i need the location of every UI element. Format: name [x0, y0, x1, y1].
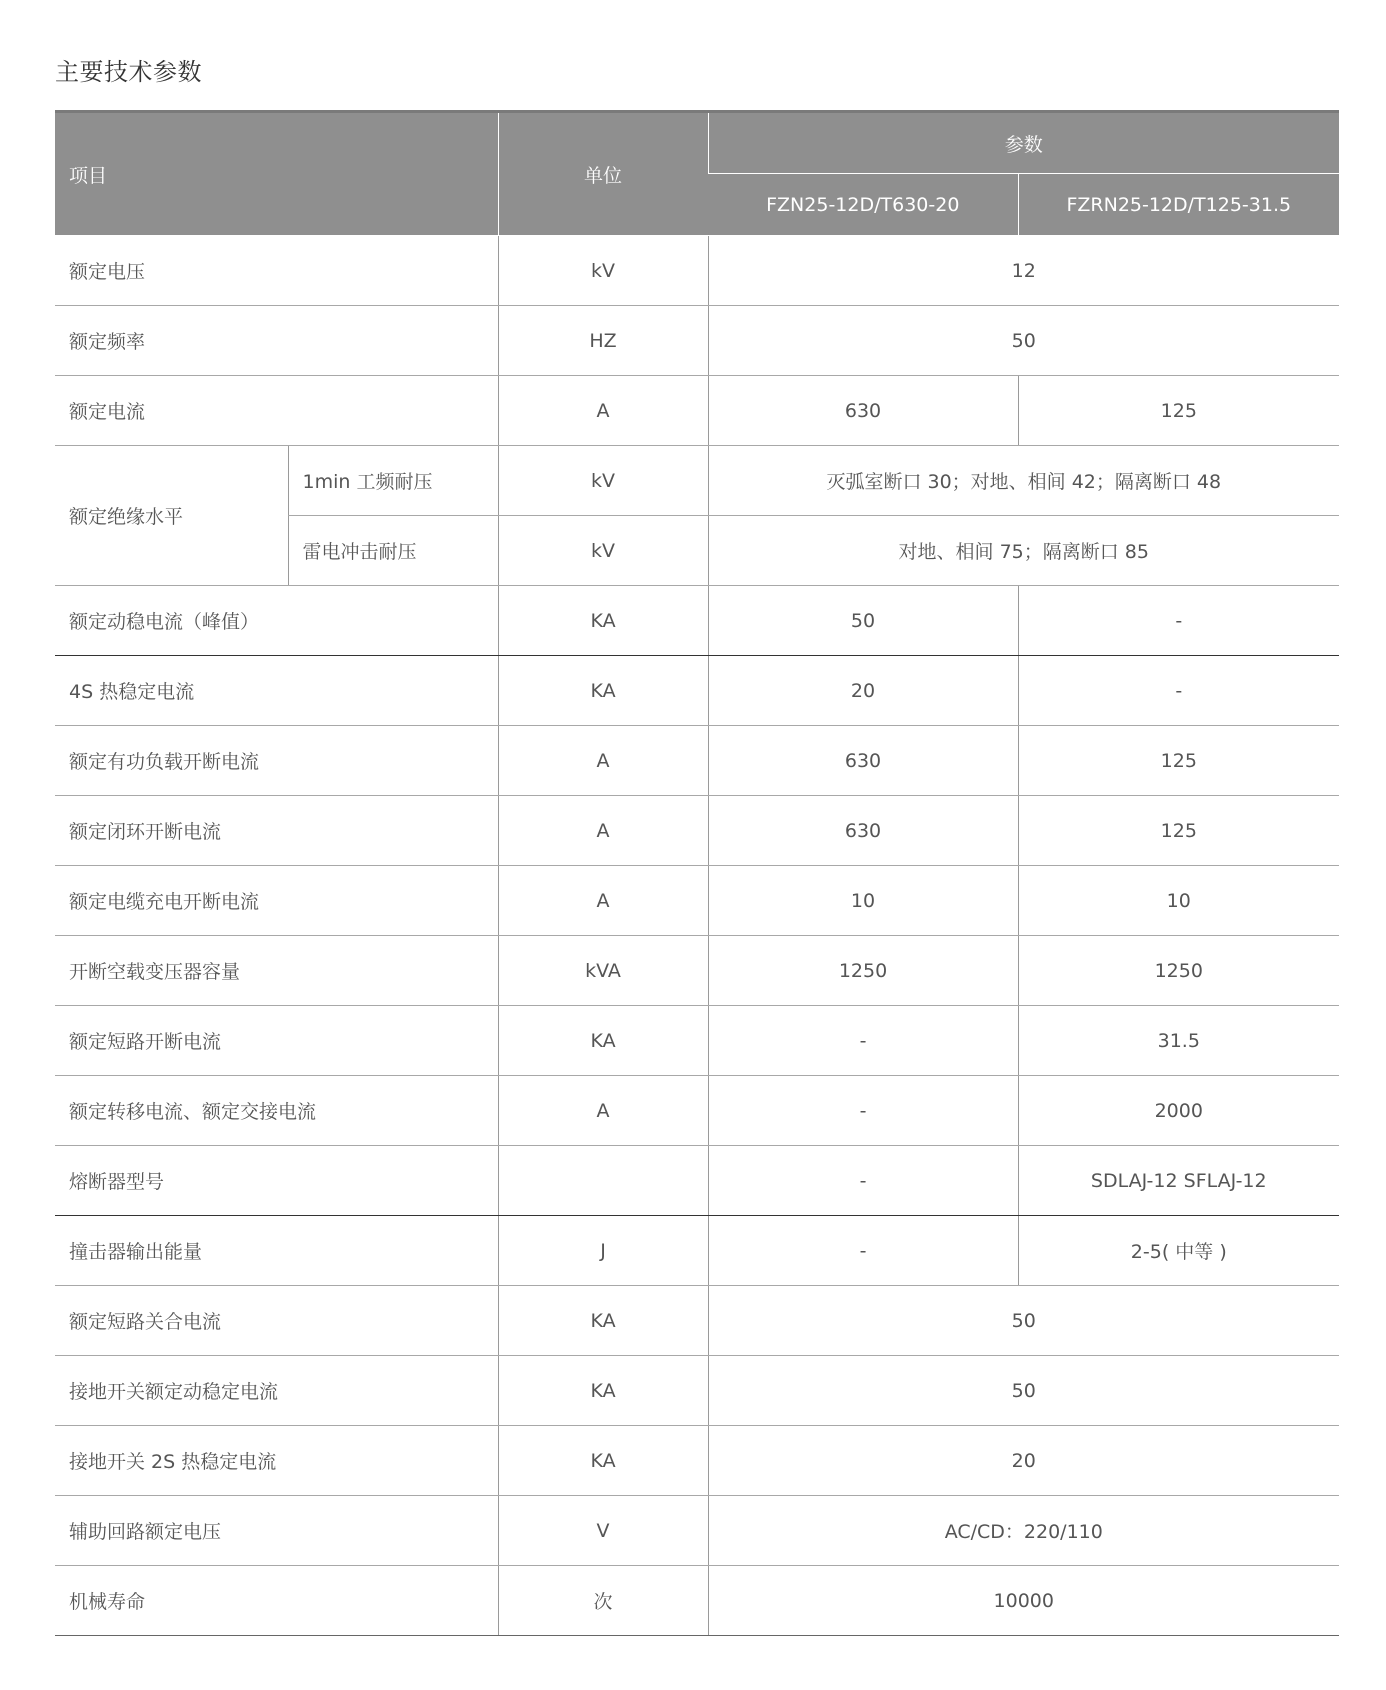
row-name: 额定短路开断电流 — [55, 1006, 498, 1076]
row-value-model-2: 125 — [1018, 376, 1339, 446]
row-name: 辅助回路额定电压 — [55, 1496, 498, 1566]
row-name: 额定闭环开断电流 — [55, 796, 498, 866]
row-value: 20 — [708, 1426, 1339, 1496]
row-value-model-2: 2000 — [1018, 1076, 1339, 1146]
row-value-model-1: - — [708, 1216, 1018, 1286]
row-value-model-1: 630 — [708, 796, 1018, 866]
row-value: 50 — [708, 1286, 1339, 1356]
page-title: 主要技术参数 — [55, 58, 202, 86]
row-value-model-2: 2-5( 中等 ) — [1018, 1216, 1339, 1286]
row-unit: KA — [498, 1006, 708, 1076]
row-value: 50 — [708, 306, 1339, 376]
row-unit: 次 — [498, 1566, 708, 1636]
row-name: 机械寿命 — [55, 1566, 498, 1636]
row-unit: J — [498, 1216, 708, 1286]
table-row — [55, 1566, 1339, 1636]
row-unit: KA — [498, 1286, 708, 1356]
row-value-model-1: 630 — [708, 376, 1018, 446]
row-value-model-2: SDLAJ-12 SFLAJ-12 — [1018, 1146, 1339, 1216]
table-row — [55, 1006, 1339, 1076]
row-name: 额定绝缘水平 — [55, 446, 288, 586]
row-value: AC/CD：220/110 — [708, 1496, 1339, 1566]
row-value-model-1: - — [708, 1076, 1018, 1146]
row-name: 额定有功负载开断电流 — [55, 726, 498, 796]
row-value-model-2: - — [1018, 586, 1339, 656]
row-name: 开断空载变压器容量 — [55, 936, 498, 1006]
row-unit: A — [498, 1076, 708, 1146]
row-name: 4S 热稳定电流 — [55, 656, 498, 726]
table-row — [55, 866, 1339, 936]
table-row — [55, 1356, 1339, 1426]
row-unit: HZ — [498, 306, 708, 376]
row-unit: A — [498, 376, 708, 446]
row-subname: 雷电冲击耐压 — [288, 516, 498, 586]
technical-parameters-table — [55, 110, 1339, 1636]
row-value-model-2: - — [1018, 656, 1339, 726]
row-name: 额定电压 — [55, 236, 498, 306]
row-unit: KA — [498, 586, 708, 656]
row-name: 撞击器输出能量 — [55, 1216, 498, 1286]
table-row — [55, 1426, 1339, 1496]
row-value: 50 — [708, 1356, 1339, 1426]
row-unit: KA — [498, 1356, 708, 1426]
table-row — [55, 656, 1339, 726]
row-value-model-1: 20 — [708, 656, 1018, 726]
row-value-model-1: - — [708, 1006, 1018, 1076]
row-value: 对地、相间 75；隔离断口 85 — [708, 516, 1339, 586]
row-value-model-2: 125 — [1018, 726, 1339, 796]
row-value-model-2: 31.5 — [1018, 1006, 1339, 1076]
row-unit: kV — [498, 446, 708, 516]
row-unit: V — [498, 1496, 708, 1566]
row-name: 额定转移电流、额定交接电流 — [55, 1076, 498, 1146]
row-value-model-1: - — [708, 1146, 1018, 1216]
table-row — [55, 1286, 1339, 1356]
row-unit: A — [498, 726, 708, 796]
table-row — [55, 796, 1339, 866]
row-subname: 1min 工频耐压 — [288, 446, 498, 516]
row-name: 额定电缆充电开断电流 — [55, 866, 498, 936]
row-unit: KA — [498, 1426, 708, 1496]
table-row — [55, 1076, 1339, 1146]
row-unit — [498, 1146, 708, 1216]
table-row — [55, 586, 1339, 656]
row-unit: A — [498, 866, 708, 936]
table-row — [55, 376, 1339, 446]
row-name: 额定动稳电流（峰值） — [55, 586, 498, 656]
row-unit: A — [498, 796, 708, 866]
row-unit: kV — [498, 516, 708, 586]
table-row — [55, 936, 1339, 1006]
header-item: 项目 — [55, 112, 498, 236]
row-value: 12 — [708, 236, 1339, 306]
header-model-1: FZN25-12D/T630-20 — [708, 174, 1018, 236]
row-value: 灭弧室断口 30；对地、相间 42；隔离断口 48 — [708, 446, 1339, 516]
row-value-model-2: 1250 — [1018, 936, 1339, 1006]
row-unit: kVA — [498, 936, 708, 1006]
table-row — [55, 1146, 1339, 1216]
table-row — [55, 726, 1339, 796]
row-unit: kV — [498, 236, 708, 306]
table-header — [55, 112, 1339, 236]
row-name: 额定电流 — [55, 376, 498, 446]
table-row — [55, 1216, 1339, 1286]
row-value-model-1: 1250 — [708, 936, 1018, 1006]
header-unit: 单位 — [498, 112, 708, 236]
table-row — [55, 1496, 1339, 1566]
row-name: 接地开关 2S 热稳定电流 — [55, 1426, 498, 1496]
row-name: 接地开关额定动稳定电流 — [55, 1356, 498, 1426]
row-unit: KA — [498, 656, 708, 726]
header-params: 参数 — [708, 112, 1339, 174]
table-row — [55, 306, 1339, 376]
row-name: 熔断器型号 — [55, 1146, 498, 1216]
table-row — [55, 446, 1339, 516]
row-name: 额定短路关合电流 — [55, 1286, 498, 1356]
row-value-model-1: 630 — [708, 726, 1018, 796]
row-value-model-2: 10 — [1018, 866, 1339, 936]
row-name: 额定频率 — [55, 306, 498, 376]
row-value-model-1: 50 — [708, 586, 1018, 656]
row-value-model-2: 125 — [1018, 796, 1339, 866]
row-value-model-1: 10 — [708, 866, 1018, 936]
header-model-2: FZRN25-12D/T125-31.5 — [1018, 174, 1339, 236]
row-value: 10000 — [708, 1566, 1339, 1636]
table-row — [55, 236, 1339, 306]
